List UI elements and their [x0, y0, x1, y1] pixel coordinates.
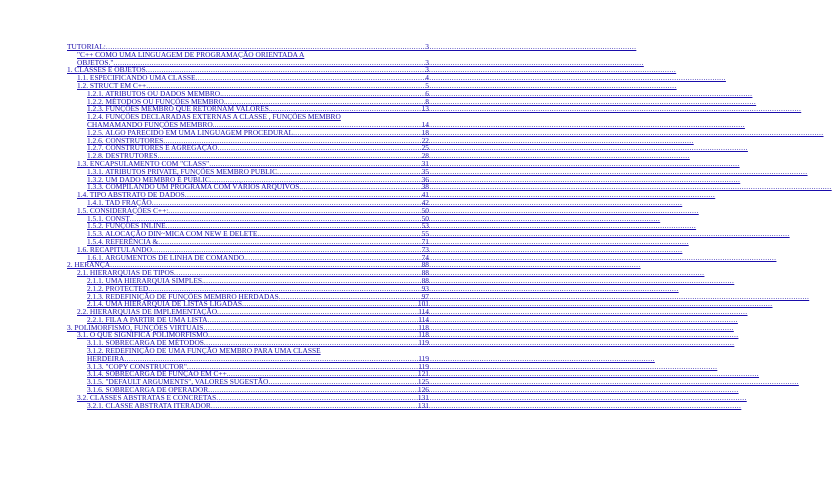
toc-entry-page: 131 — [417, 400, 429, 410]
toc-entry-page: 118 — [418, 322, 429, 332]
toc-entry[interactable] — [67, 402, 429, 410]
toc-entry-page: 55 — [421, 229, 429, 239]
toc-entry-title: 2.1.2. PROTECTED — [87, 283, 149, 293]
toc-entry-page: 3 — [425, 42, 429, 51]
toc-entry-page: 50 — [421, 205, 429, 215]
toc-entry-page: 36 — [421, 174, 429, 184]
toc-entry-page: 3 — [425, 65, 429, 75]
toc-entry-page: 14 — [421, 119, 429, 129]
toc-entry-page: 119 — [418, 338, 429, 348]
toc-entry-title: 3.2.1. CLASSE ABSTRATA ITERADOR — [87, 400, 211, 410]
toc-entry-page: 25 — [421, 143, 429, 153]
toc-entry-title: 1.3.1. ATRIBUTOS PRIVATE, FUNÇÕES MEMBRO PUBLIC — [87, 166, 278, 176]
toc-entry-title: 2.1.3. REDEFINIÇÃO DE FUNÇÕES MEMBRO HERDADAS — [87, 291, 279, 301]
toc-entry-page: 41 — [421, 190, 429, 200]
toc-entry-title: 2. HERANÇA — [67, 260, 111, 270]
toc-entry-title: 2.1. HIERARQUIAS DE TIPOS — [77, 268, 174, 278]
toc-entry-page: 71 — [421, 236, 429, 246]
toc-entry-title: 3.2. CLASSES ABSTRATAS E CONCRETAS — [77, 392, 217, 402]
toc-entry-title: 2.2.1. FILA A PARTIR DE UMA LISTA — [87, 314, 208, 324]
toc-entry-title: "C++ COMO UMA LINGUAGEM DE PROGRAMAÇÃO ORIENTADA A — [77, 49, 305, 59]
toc-entry-title: 1.2. STRUCT EM C++ — [77, 80, 147, 90]
toc-leader-dots — [211, 402, 417, 410]
toc-entry-title: 1.1. ESPECIFICANDO UMA CLASSE — [77, 73, 196, 83]
toc-entry-page: 88 — [421, 275, 429, 285]
toc-entry-page: 38 — [421, 182, 429, 192]
toc-entry-title: 1.2.2. MÉTODOS OU FUNÇÕES MEMBRO. — [87, 96, 226, 106]
toc-entry-title: 1.5.2. FUNÇÕES INLINE — [87, 221, 166, 231]
toc-entry-title: 1.2.8. DESTRUTORES. — [87, 151, 160, 161]
toc-entry-page: 93 — [421, 283, 429, 293]
toc-entry-title: 1.5.4. REFERÊNCIA & — [87, 236, 159, 246]
toc-entry-title: 3.1.1. SOBRECARGA DE MÉTODOS — [87, 338, 204, 348]
toc-entry-title: CHAMAMANDO FUNÇÕES MEMBRO. — [87, 119, 215, 129]
toc-entry-title: 1.5.1. CONST — [87, 213, 130, 223]
toc-entry-title: 1.6. RECAPITULANDO — [77, 244, 152, 254]
toc-entry-title: 1.5.3. ALOCAÇÃO DIN~MICA COM NEW E DELETE. — [87, 229, 260, 239]
toc-entry-page: 4 — [425, 73, 429, 83]
toc-entry-title: 1.2.1. ATRIBUTOS OU DADOS MEMBRO. — [87, 88, 222, 98]
toc-entry-page: 74 — [421, 252, 429, 262]
toc-entry-title: OBJETOS." — [77, 57, 114, 67]
toc-entry-page: 101 — [417, 299, 429, 309]
toc-entry-title: 1.6.1. ARGUMENTOS DE LINHA DE COMANDO. — [87, 252, 246, 262]
toc-entry-title: 3.1.3. "COPY CONSTRUCTOR" — [87, 361, 187, 371]
toc-entry-title: 1.5. CONSIDERAÇÕES C++: — [77, 205, 169, 215]
toc-entry-page: 6 — [425, 88, 429, 98]
toc-entry-page: 119 — [418, 361, 429, 371]
toc-entry-title: 2.1.4. UMA HIERARQUIA DE LISTAS LIGADAS — [87, 299, 243, 309]
toc-entry-page: 8 — [425, 96, 429, 106]
toc-entry-page: 28 — [421, 151, 429, 161]
toc-entry-page: 22 — [421, 135, 429, 145]
toc-entry-title: 1.2.5. ALGO PARECIDO EM UMA LINGUAGEM PROCEDURAL — [87, 127, 294, 137]
toc-entry-page: 97 — [421, 291, 429, 301]
toc-entry-title: 3.1.2. REDEFINIÇÃO DE UMA FUNÇÃO MEMBRO PARA UMA CLASSE — [87, 346, 321, 356]
toc-entry-title: HERDEIRA — [87, 353, 125, 363]
toc-entry-title: 1.3. ENCAPSULAMENTO COM "CLASS" — [77, 158, 210, 168]
toc-entry-title: 3.1.4. SOBRECARGA DE FUNÇÃO EM C++. — [87, 369, 229, 379]
toc-entry-page: 125 — [417, 377, 429, 387]
toc-entry-page: 114 — [418, 307, 429, 317]
toc-entry-title: 1.3.3. COMPILANDO UM PROGRAMA COM VÁRIOS ARQUIVOS. — [87, 182, 302, 192]
toc-entry-page: 114 — [418, 314, 429, 324]
toc-entry-page: 3 — [425, 57, 429, 67]
toc-entry-page: 5 — [425, 80, 429, 90]
toc-entry-page: 126 — [417, 385, 429, 395]
toc-entry-page: 118 — [418, 330, 429, 340]
toc-entry-page: 50 — [421, 213, 429, 223]
toc-entry-page: 31 — [421, 158, 429, 168]
toc-entry-title: 1.2.3. FUNÇÕES MEMBRO QUE RETORNAM VALORES. — [87, 104, 271, 114]
table-of-contents — [67, 43, 429, 409]
toc-entry-page: 88 — [421, 260, 429, 270]
toc-entry-title: 1. CLASSES E OBJETOS — [67, 65, 146, 75]
toc-entry-title: 3.1.5. "DEFAULT ARGUMENTS", VALORES SUGESTÃO — [87, 377, 269, 387]
toc-entry-title: 1.4. TIPO ABSTRATO DE DADOS — [77, 190, 185, 200]
toc-entry-title: TUTORIAL: — [67, 42, 106, 51]
toc-entry-page: 131 — [417, 392, 429, 402]
toc-entry-title: 1.2.4. FUNÇÕES DECLARADAS EXTERNAS A CLASSE , FUNÇÕES MEMBRO — [87, 112, 341, 122]
toc-entry-page: 119 — [418, 353, 429, 363]
toc-entry-title: 2.2. HIERARQUIAS DE IMPLEMENTAÇÃO — [77, 307, 218, 317]
toc-entry-page: 13 — [421, 104, 429, 114]
toc-entry-title: 3. POLIMORFISMO, FUNÇÕES VIRTUAIS — [67, 322, 204, 332]
toc-entry-title: 1.3.2. UM DADO MEMBRO É PUBLIC — [87, 174, 210, 184]
toc-entry-title: 1.2.7. CONSTRUTORES E AGREGAÇÃO — [87, 143, 218, 153]
toc-entry-title: 1.2.6. CONSTRUTORES — [87, 135, 164, 145]
toc-entry-title: 2.1.1. UMA HIERARQUIA SIMPLES. — [87, 275, 204, 285]
toc-entry-page: 88 — [421, 268, 429, 278]
toc-entry-page: 73 — [421, 244, 429, 254]
toc-entry-title: 3.1. O QUE SIGNIFICA POLIMORFISMO — [77, 330, 208, 340]
toc-entry-page: 35 — [421, 166, 429, 176]
toc-entry-page: 53 — [421, 221, 429, 231]
toc-entry-page: 121 — [417, 369, 429, 379]
toc-entry-page: 18 — [421, 127, 429, 137]
toc-entry-title: 3.1.6. SOBRECARGA DE OPERADOR — [87, 385, 209, 395]
toc-entry-title: 1.4.1. TAD FRAÇÃO — [87, 197, 152, 207]
toc-entry-page: 42 — [421, 197, 429, 207]
